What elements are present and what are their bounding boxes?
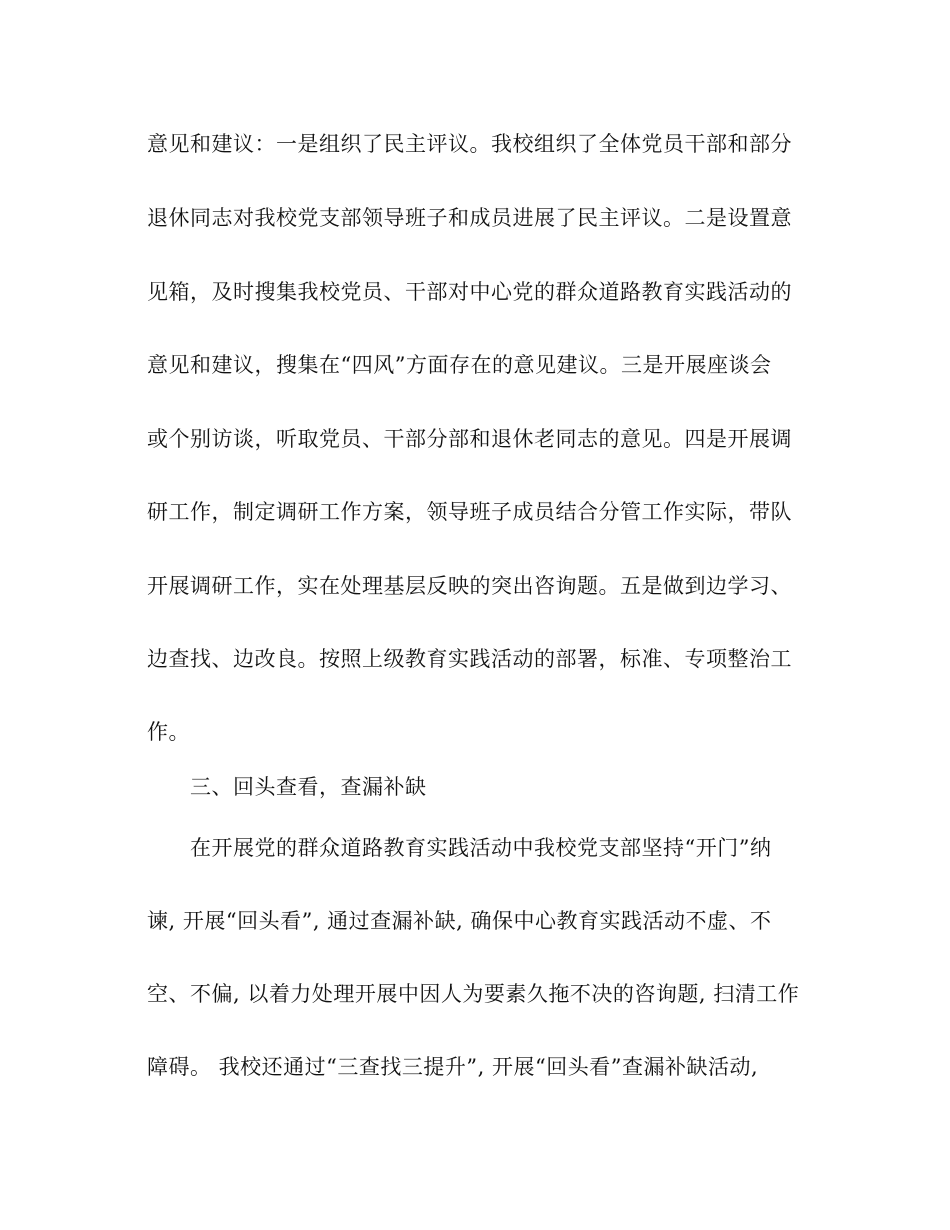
paragraph-line: 障碍。 我校还通过“三查找三提升”, 开展“回头看”查漏补缺活动,	[147, 1055, 759, 1079]
paragraph-line: 见箱，及时搜集我校党员、干部对中心党的群众道路教育实践活动的	[147, 280, 792, 304]
paragraph-line: 意见和建议，搜集在“四风”方面存在的意见建议。三是开展座谈会	[147, 353, 772, 377]
paragraph-line: 意见和建议：一是组织了民主评议。我校组织了全体党员干部和部分	[147, 132, 792, 156]
paragraph-line: 研工作，制定调研工作方案，领导班子成员结合分管工作实际，带队	[147, 500, 792, 524]
paragraph-line: 或个别访谈，听取党员、干部分部和退休老同志的意见。四是开展调	[147, 427, 792, 451]
section-heading: 三、回头查看，查漏补缺	[190, 775, 427, 799]
paragraph-line: 谏, 开展“回头看”, 通过查漏补缺, 确保中心教育实践活动不虚、不	[147, 909, 772, 933]
paragraph-line: 作。	[147, 720, 190, 744]
paragraph-line: 空、不偏, 以着力处理开展中因人为要素久拖不决的咨询题, 扫清工作	[147, 982, 800, 1006]
paragraph-line: 在开展党的群众道路教育实践活动中我校党支部坚持“开门”纳	[190, 836, 772, 860]
paragraph-line: 退休同志对我校党支部领导班子和成员进展了民主评议。二是设置意	[147, 206, 792, 230]
paragraph-line: 开展调研工作，实在处理基层反映的突出咨询题。五是做到边学习、	[147, 574, 792, 598]
paragraph-line: 边查找、边改良。按照上级教育实践活动的部署，标准、专项整治工	[147, 647, 792, 671]
